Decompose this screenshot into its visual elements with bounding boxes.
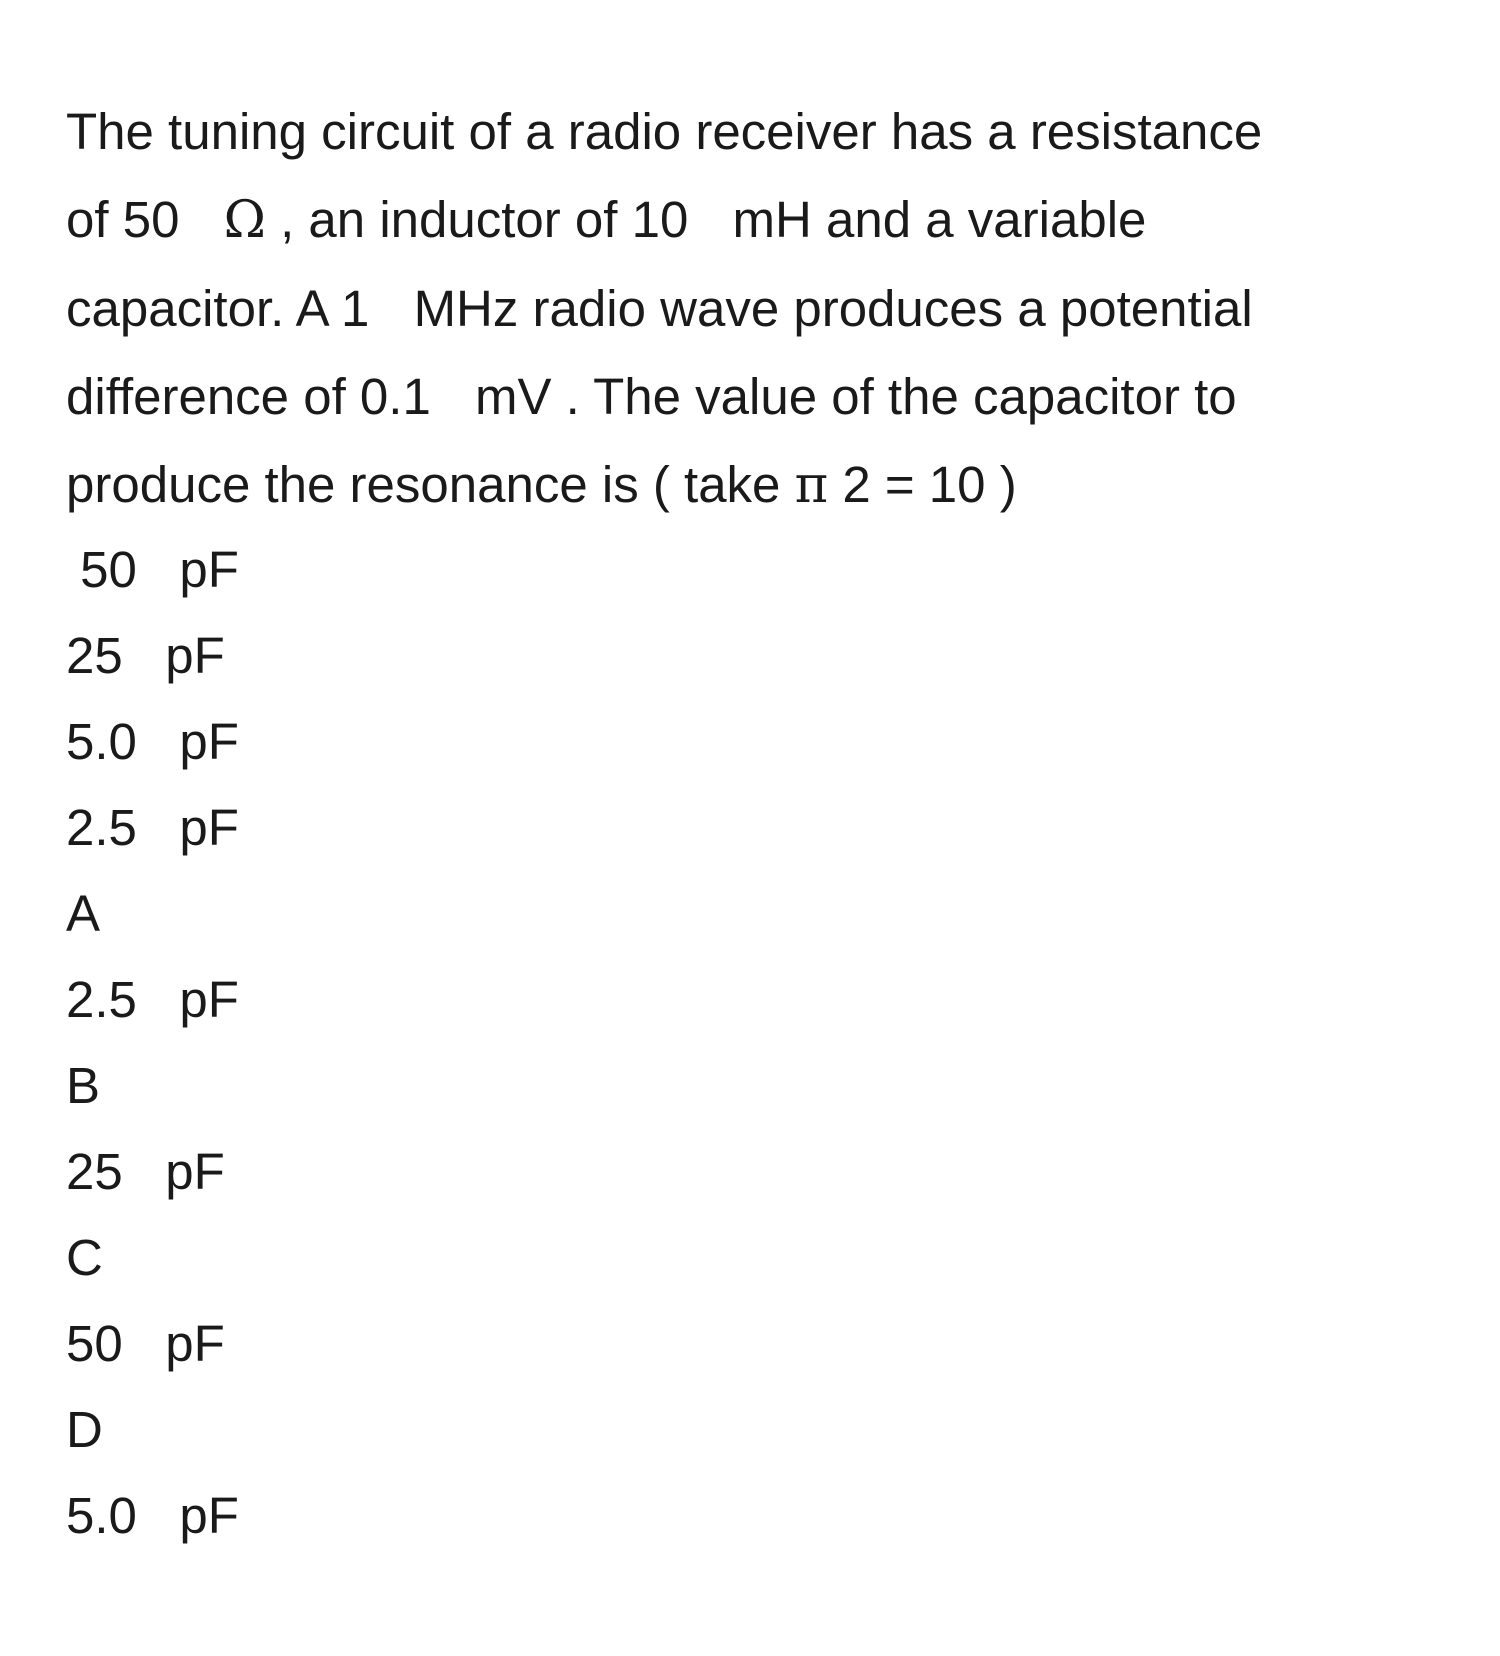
option-preview-4: 2.5 pF — [66, 799, 239, 856]
choice-d-letter[interactable]: D — [66, 1401, 103, 1458]
question-line-5-part-b: 2 = 10 ) — [842, 456, 1017, 513]
option-preview-1: 50 pF — [66, 541, 239, 598]
choice-b-value[interactable]: 25 pF — [66, 1143, 225, 1200]
omega-symbol: Ω — [223, 191, 266, 250]
question-line-5-part-a: produce the resonance is ( take — [66, 456, 781, 513]
question-line-4-part-b: mV . The value of the capacitor to — [475, 368, 1237, 425]
question-line-2-part-c: mH and a variable — [732, 191, 1147, 248]
choice-a-value[interactable]: 2.5 pF — [66, 971, 239, 1028]
question-line-3-part-a: capacitor. A 1 — [66, 280, 370, 337]
question-text — [66, 88, 1456, 530]
choice-d-value[interactable]: 5.0 pF — [66, 1487, 239, 1544]
question-line-2-part-b: , an inductor of 10 — [280, 191, 689, 248]
question-line-2-part-a: of 50 — [66, 191, 180, 248]
option-preview-3: 5.0 pF — [66, 713, 239, 770]
choice-c-value[interactable]: 50 pF — [66, 1315, 225, 1372]
option-preview-2: 25 pF — [66, 627, 225, 684]
choice-c-letter[interactable]: C — [66, 1229, 103, 1286]
choice-a-letter[interactable]: A — [66, 885, 101, 942]
choice-b-letter[interactable]: B — [66, 1057, 101, 1114]
pi-symbol: π — [794, 456, 829, 515]
question-line-3-part-b: MHz radio wave produces a potential — [413, 280, 1253, 337]
question-line-4-part-a: difference of 0.1 — [66, 368, 431, 425]
question-line-1: The tuning circuit of a radio receiver has a resistance — [66, 103, 1263, 160]
